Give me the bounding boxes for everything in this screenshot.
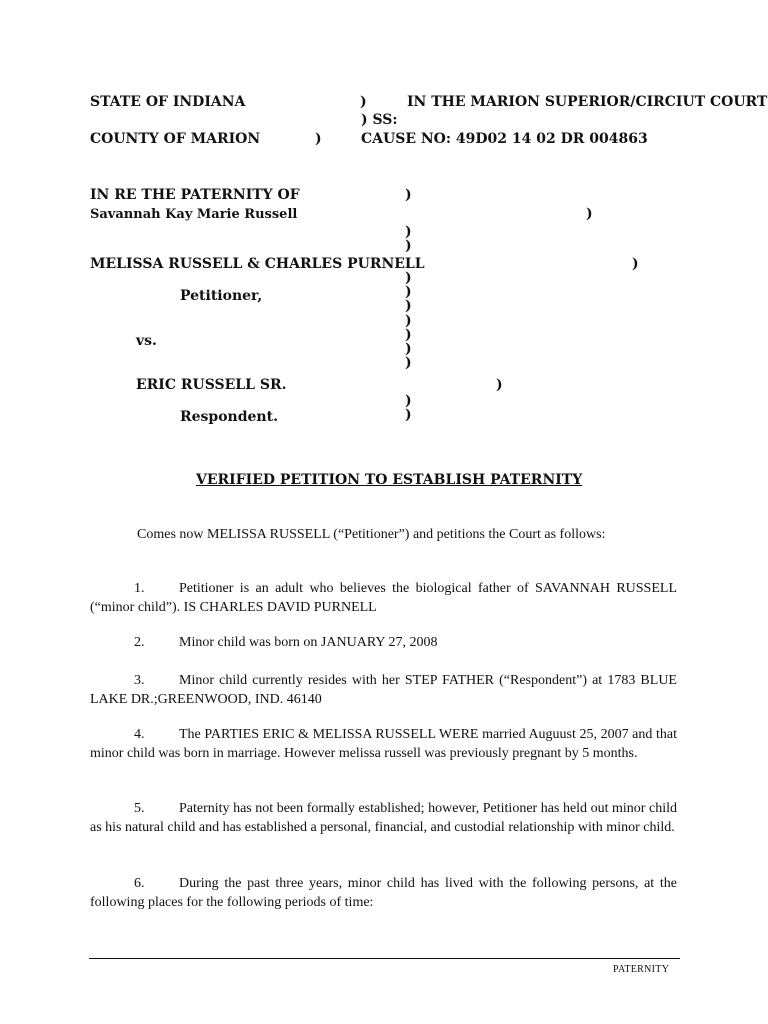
paragraph-number: 3. <box>134 673 145 688</box>
caption-paren: ) <box>405 224 412 240</box>
ss-label: ) SS: <box>361 112 398 128</box>
cause-number: CAUSE NO: 49D02 14 02 DR 004863 <box>361 131 648 147</box>
numbered-paragraph <box>90 875 677 912</box>
caption-paren: ) <box>405 284 412 300</box>
caption-paren: ) <box>405 327 412 343</box>
caption-paren: ) <box>496 377 503 393</box>
paragraph-text: Minor child currently resides with her STEP FATHER (“Respondent”) at 1783 BLUE LAKE DR.;GREENWOOD, IND. 46140 <box>90 673 677 707</box>
paragraph-number: 2. <box>134 635 145 650</box>
footer-label: PATERNITY <box>613 964 670 975</box>
paragraph-number: 4. <box>134 727 145 742</box>
caption-paren: ) <box>360 94 367 110</box>
numbered-paragraph <box>90 634 677 653</box>
paragraph-number: 1. <box>134 581 145 596</box>
state-label: STATE OF INDIANA <box>90 94 246 110</box>
caption-paren: ) <box>405 341 412 357</box>
county-label: COUNTY OF MARION <box>90 131 261 147</box>
caption-paren: ) <box>405 187 412 203</box>
paragraph-text: Petitioner is an adult who believes the biological father of SAVANNAH RUSSELL (“minor child”). IS CHARLES DAVID PURNELL <box>90 581 677 615</box>
child-name: Savannah Kay Marie Russell <box>90 207 298 222</box>
caption-paren: ) <box>315 131 322 147</box>
respondent-name: ERIC RUSSELL SR. <box>136 377 287 393</box>
numbered-paragraph <box>90 726 677 763</box>
intro-paragraph <box>90 526 677 545</box>
paragraph-text: Paternity has not been formally established; however, Petitioner has held out minor child as his natural child and has established a personal, financial, and custodial relationship with minor child. <box>90 801 677 835</box>
caption-paren: ) <box>405 298 412 314</box>
petitioner-label: Petitioner, <box>180 288 263 304</box>
numbered-paragraph <box>90 800 677 837</box>
parties-line: MELISSA RUSSELL & CHARLES PURNELL <box>90 256 425 272</box>
respondent-label: Respondent. <box>180 409 278 425</box>
caption-paren: ) <box>586 206 593 222</box>
vs-label: vs. <box>136 333 157 349</box>
paragraph-number: 5. <box>134 801 145 816</box>
caption-paren: ) <box>405 407 412 423</box>
footer-rule <box>89 958 680 959</box>
caption-paren: ) <box>405 355 412 371</box>
in-re-label: IN RE THE PATERNITY OF <box>90 187 300 203</box>
caption-paren: ) <box>405 238 412 254</box>
paragraph-text: Minor child was born on JANUARY 27, 2008 <box>179 635 438 650</box>
paragraph-text: The PARTIES ERIC & MELISSA RUSSELL WERE married Auguust 25, 2007 and that minor child was born in marriage. However melissa russell was previously pregnant by 5 months. <box>90 727 677 761</box>
numbered-paragraph <box>90 672 677 709</box>
intro-text: Comes now MELISSA RUSSELL (“Petitioner”) and petitions the Court as follows: <box>137 527 606 542</box>
caption-paren: ) <box>405 313 412 329</box>
caption-paren: ) <box>632 256 639 272</box>
document-title: VERIFIED PETITION TO ESTABLISH PATERNITY <box>196 472 583 488</box>
paragraph-number: 6. <box>134 876 145 891</box>
paragraph-text: During the past three years, minor child has lived with the following persons, at the following places for the following periods of time: <box>90 876 677 910</box>
numbered-paragraph <box>90 580 677 617</box>
caption-paren: ) <box>405 270 412 286</box>
court-name: IN THE MARION SUPERIOR/CIRCIUT COURT <box>407 94 768 110</box>
caption-paren: ) <box>405 393 412 409</box>
